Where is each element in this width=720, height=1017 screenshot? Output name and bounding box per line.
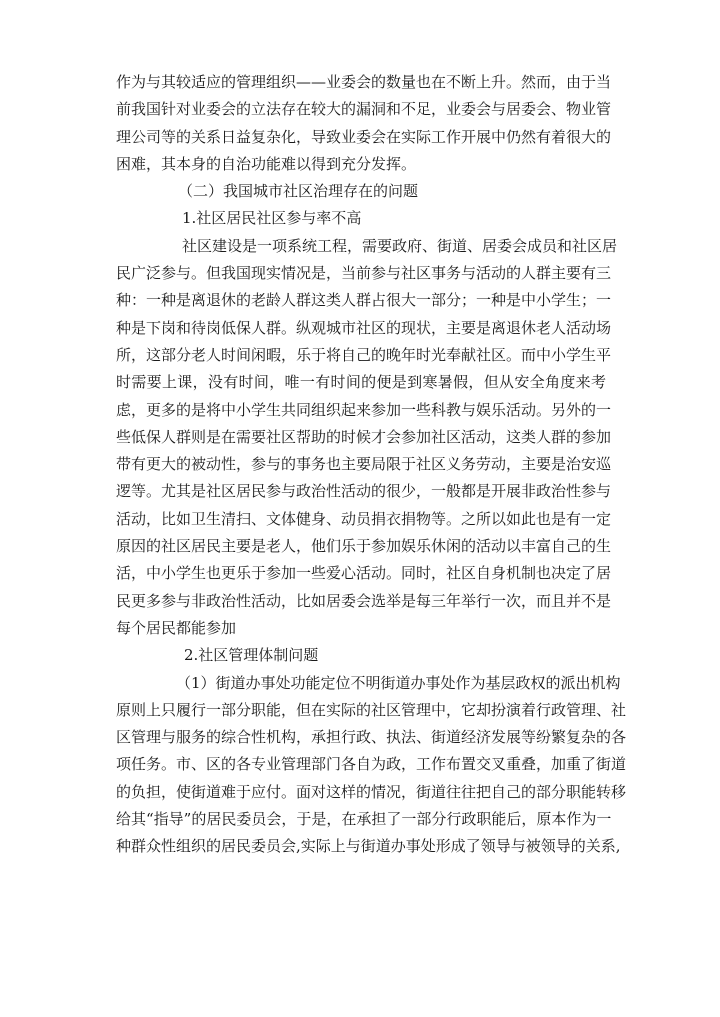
- text-line: 社区建设是一项系统工程，需要政府、街道、居委会成员和社区居: [182, 236, 618, 255]
- document-body: [116, 69, 627, 861]
- text-line: 原则上只履行一部分职能，但在实际的社区管理中，它却扮演着行政管理、社: [116, 700, 627, 719]
- text-line: 活，中小学生也更乐于参加一些爱心活动。同时，社区自身机制也决定了居: [116, 564, 612, 583]
- text-line: 种：一种是离退休的老龄人群这类人群占很大一部分；一种是中小学生；一: [116, 291, 612, 310]
- text-line: 所，这部分老人时间闲暇，乐于将自己的晚年时光奉献社区。而中小学生平: [116, 345, 612, 364]
- paragraph: [116, 670, 627, 861]
- text-line: 理公司等的关系日益复杂化，导致业委会在实际工作开展中仍然有着很大的: [116, 127, 612, 146]
- text-line: 给其“指导”的居民委员会，于是，在承担了一部分行政职能后，原本作为一: [116, 810, 612, 829]
- text-line: 时需要上课，没有时间，唯一有时间的便是到寒暑假，但从安全角度来考: [116, 373, 606, 392]
- text-line: 种群众性组织的居民委员会,实际上与街道办事处形成了领导与被领导的关系,: [116, 837, 621, 856]
- text-line: 逻等。尤其是社区居民参与政治性活动的很少，一般都是开展非政治性参与: [116, 482, 612, 501]
- text-line: 前我国针对业委会的立法存在较大的漏洞和不足，业委会与居委会、物业管: [116, 100, 612, 119]
- text-line: 每个居民都能参加: [116, 618, 237, 637]
- text-line: 项任务。市、区的各专业管理部门各自为政，工作布置交叉重叠，加重了街道: [116, 755, 627, 774]
- text-line: 带有更大的被动性，参与的事务也主要局限于社区义务劳动，主要是治安巡: [116, 455, 612, 474]
- section-heading: （二）我国城市社区治理存在的问题: [178, 182, 419, 201]
- text-line: 区管理与服务的综合性机构，承担行政、执法、街道经济发展等纷繁复杂的各: [116, 728, 627, 747]
- text-line: 的负担，使街道难于应付。面对这样的情况，街道往往把自己的部分职能转移: [116, 782, 627, 801]
- text-line: 虑，更多的是将中小学生共同组织起来参加一些科教与娱乐活动。另外的一: [116, 400, 612, 419]
- text-line: 原因的社区居民主要是老人，他们乐于参加娱乐休闲的活动以丰富自己的生: [116, 537, 612, 556]
- paragraph: [116, 233, 618, 642]
- text-line: （1）街道办事处功能定位不明街道办事处作为基层政权的派出机构: [176, 673, 621, 692]
- text-line: 活动，比如卫生清扫、文体健身、动员捐衣捐物等。之所以如此也是有一定: [116, 509, 612, 528]
- text-line: 些低保人群则是在需要社区帮助的时候才会参加社区活动，这类人群的参加: [116, 427, 612, 446]
- text-line: 民更多参与非政治性活动，比如居委会选举是每三年举行一次，而且并不是: [116, 591, 612, 610]
- text-line: 作为与其较适应的管理组织——业委会的数量也在不断上升。然而，由于当: [116, 73, 612, 91]
- text-line: 困难，其本身的自治功能难以得到充分发挥。: [116, 154, 417, 173]
- text-line: 民广泛参与。但我国现实情况是，当前参与社区事务与活动的人群主要有三: [116, 264, 612, 283]
- text-line: 种是下岗和待岗低保人群。纵观城市社区的现状，主要是离退休老人活动场: [116, 318, 612, 337]
- subsection-heading: 1.社区居民社区参与率不高: [182, 209, 362, 228]
- paragraph: [116, 69, 612, 178]
- subsection-heading: 2.社区管理体制问题: [184, 646, 319, 665]
